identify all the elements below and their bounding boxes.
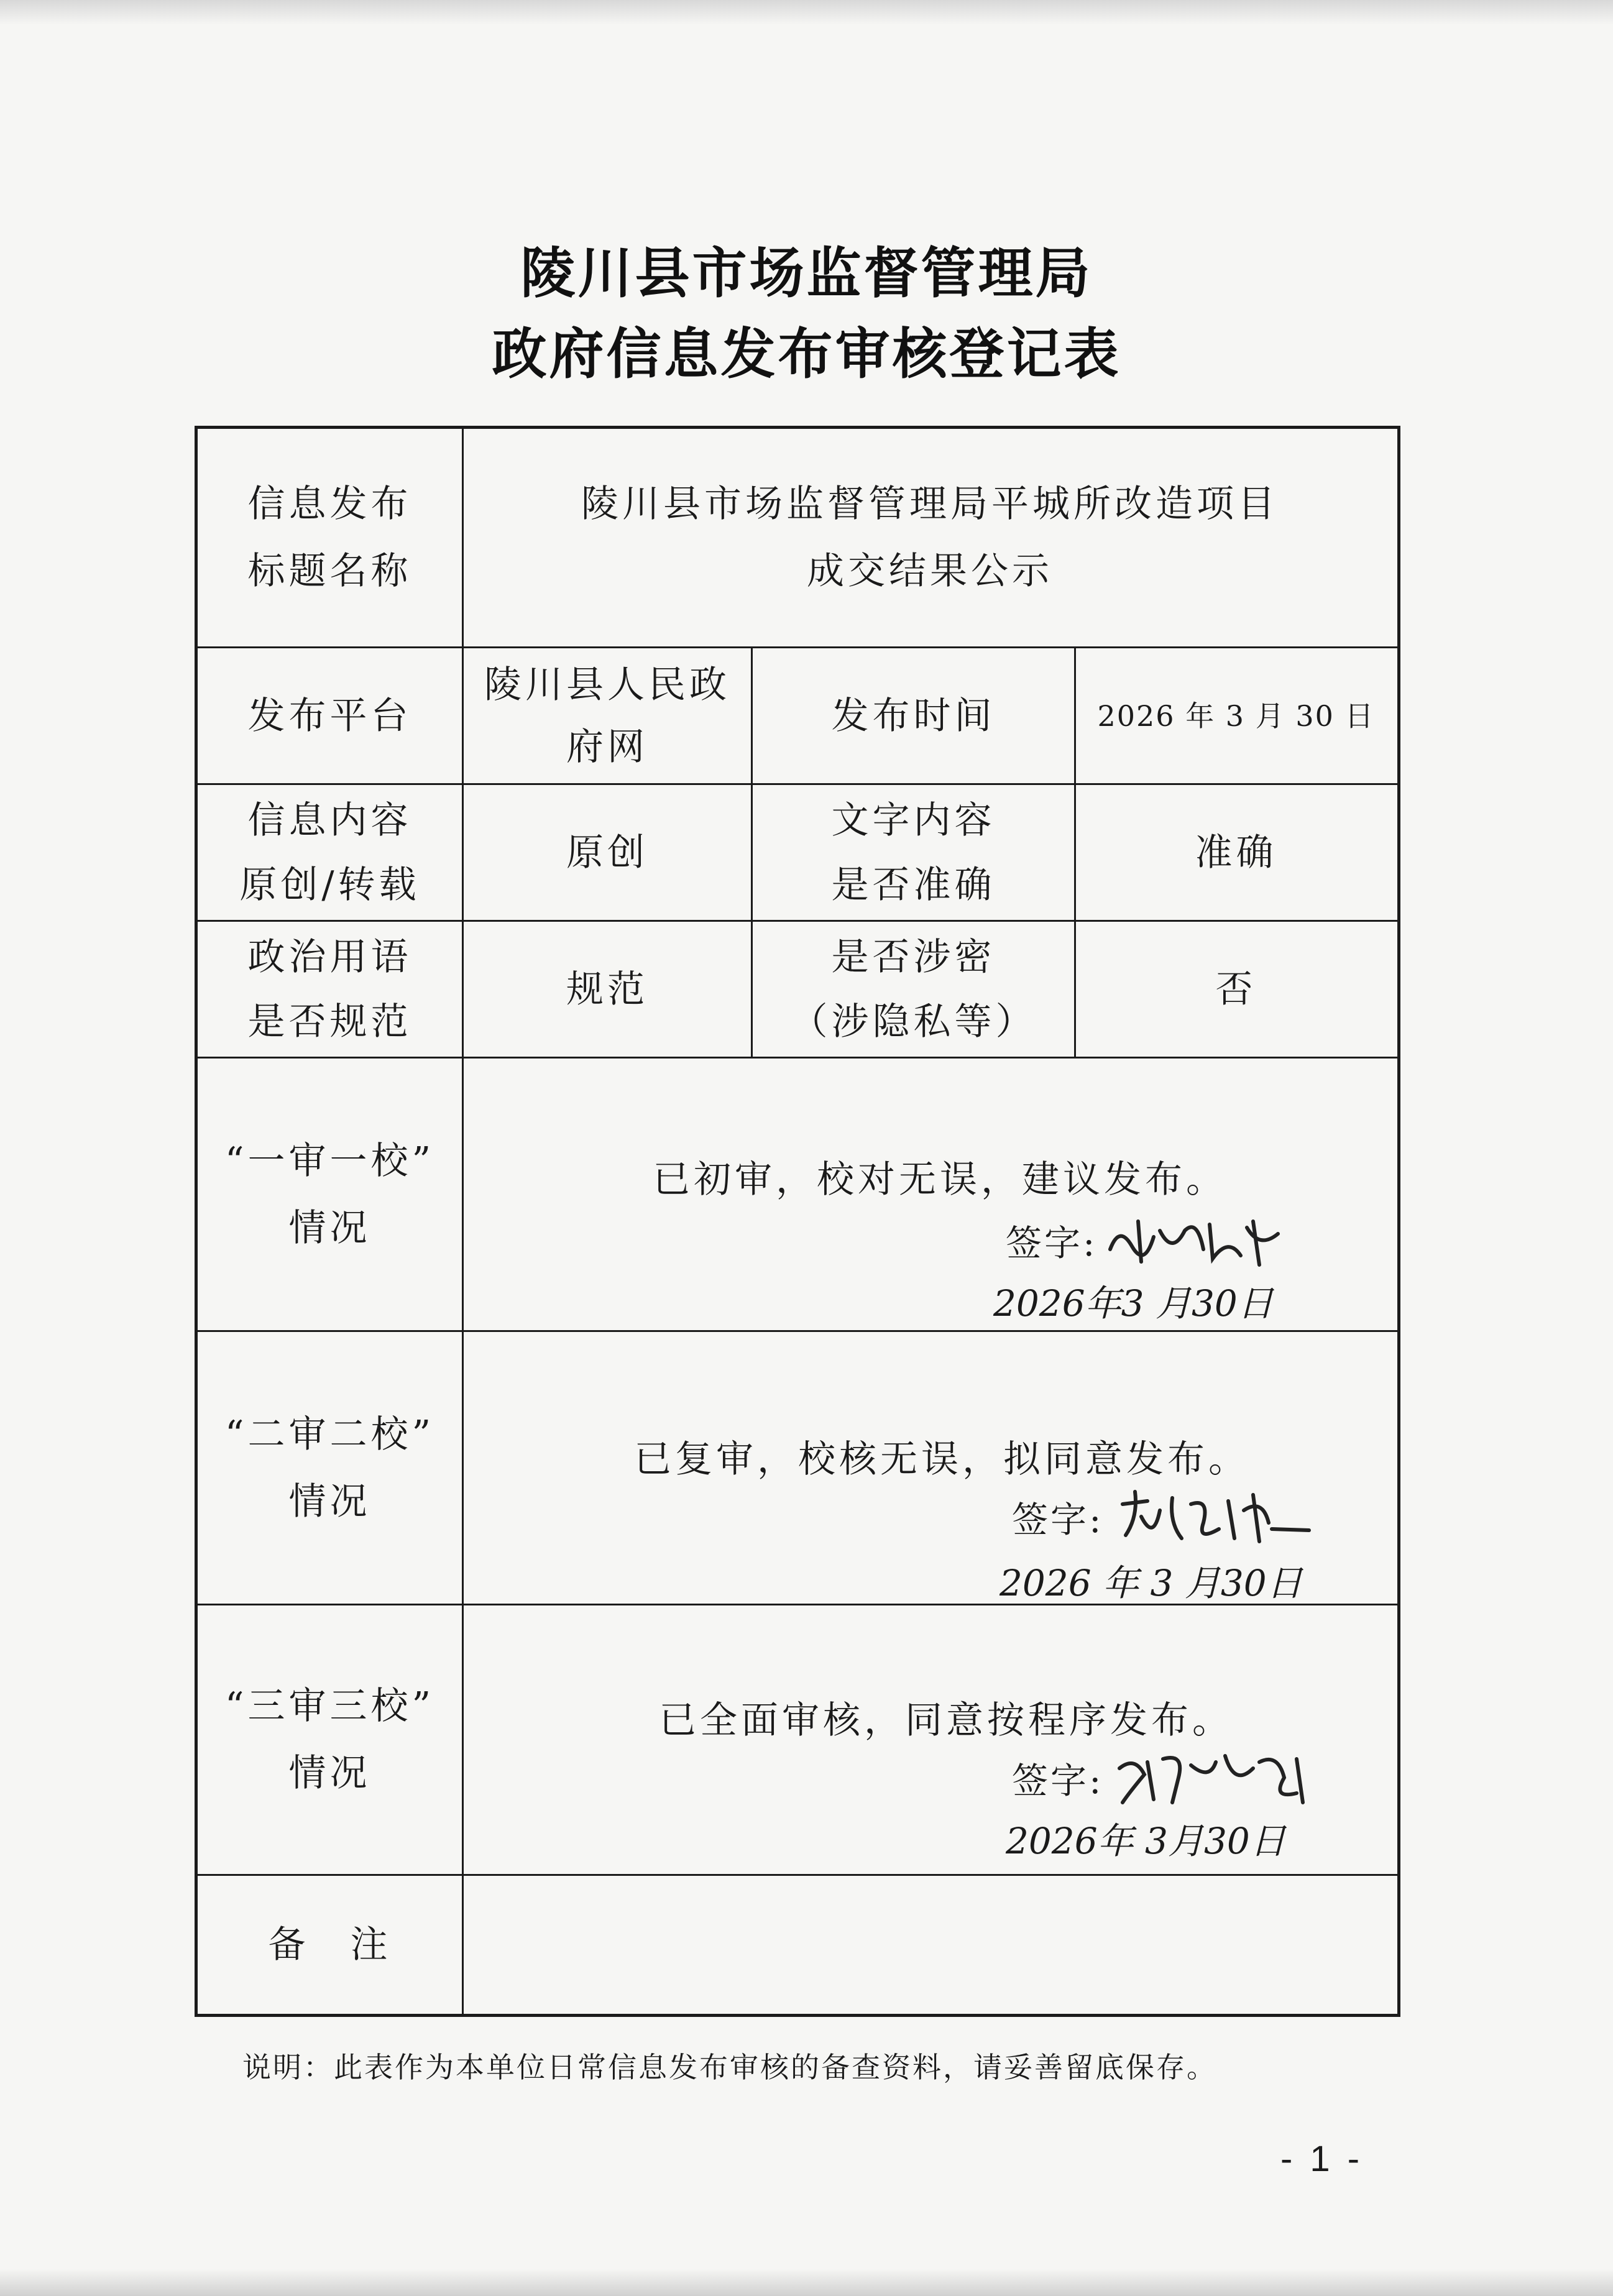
- scan-edge-top: [0, 0, 1613, 25]
- handwritten-signature-2: [1110, 1486, 1315, 1548]
- footer-note: 说明：此表作为本单位日常信息发布审核的备查资料，请妥善留底保存。: [242, 2050, 1217, 2084]
- review3-label: “三审三校” 情况: [224, 1684, 435, 1795]
- platform-value: 陵川县人民政 府网: [484, 663, 730, 769]
- accuracy-value: 准确: [1195, 830, 1277, 875]
- remarks-value: [464, 1876, 1396, 2014]
- handwritten-signature-3: [1110, 1743, 1321, 1812]
- registration-form-table: [195, 426, 1400, 2017]
- review2-statement: 已复审，校核无误，拟同意发布。: [634, 1438, 1249, 1481]
- signature-label: 签字:: [1012, 1499, 1104, 1541]
- review1-date: 2026年3 月30日: [993, 1282, 1274, 1325]
- publish-time-value: 2026 年 3 月 30 日: [1097, 699, 1375, 733]
- document-title-line2: 政府信息发布审核登记表: [492, 321, 1121, 386]
- publish-time-label: 发布时间: [831, 694, 996, 738]
- page-number: - 1 -: [1280, 2139, 1364, 2179]
- signature-label: 签字:: [1012, 1760, 1104, 1802]
- origin-value: 原创: [566, 830, 648, 875]
- accuracy-label: 文字内容 是否准确: [831, 798, 996, 907]
- review2-date: 2026 年 3 月30日: [1000, 1562, 1303, 1604]
- political-terms-label: 政治用语 是否规范: [247, 935, 412, 1044]
- remarks-label: 备 注: [268, 1923, 392, 1967]
- platform-label: 发布平台: [247, 694, 412, 738]
- review1-signature-row: [1006, 1212, 1290, 1268]
- review1-statement: 已初审，校对无误，建议发布。: [653, 1158, 1227, 1201]
- secret-value: 否: [1215, 967, 1257, 1011]
- origin-label: 信息内容 原创/转载: [239, 798, 420, 907]
- signature-label: 签字:: [1006, 1222, 1098, 1264]
- document-title-line1: 陵川县市场监督管理局: [520, 241, 1093, 305]
- title-name-value: 陵川县市场监督管理局平城所改造项目 成交结果公示: [581, 482, 1279, 593]
- handwritten-signature-1: [1104, 1212, 1290, 1268]
- review2-signature-row: [1012, 1486, 1315, 1548]
- review3-signature-row: [1012, 1743, 1321, 1812]
- title-name-label: 信息发布 标题名称: [247, 482, 412, 593]
- secret-label: 是否涉密 （涉隐私等）: [790, 935, 1037, 1044]
- political-terms-value: 规范: [566, 967, 648, 1011]
- scan-edge-bottom: [0, 2269, 1613, 2296]
- review1-label: “一审一校” 情况: [224, 1139, 435, 1250]
- review2-label: “二审二校” 情况: [224, 1412, 435, 1523]
- review3-date: 2026年 3月30日: [1006, 1820, 1286, 1862]
- review3-statement: 已全面审核，同意按程序发布。: [659, 1699, 1233, 1742]
